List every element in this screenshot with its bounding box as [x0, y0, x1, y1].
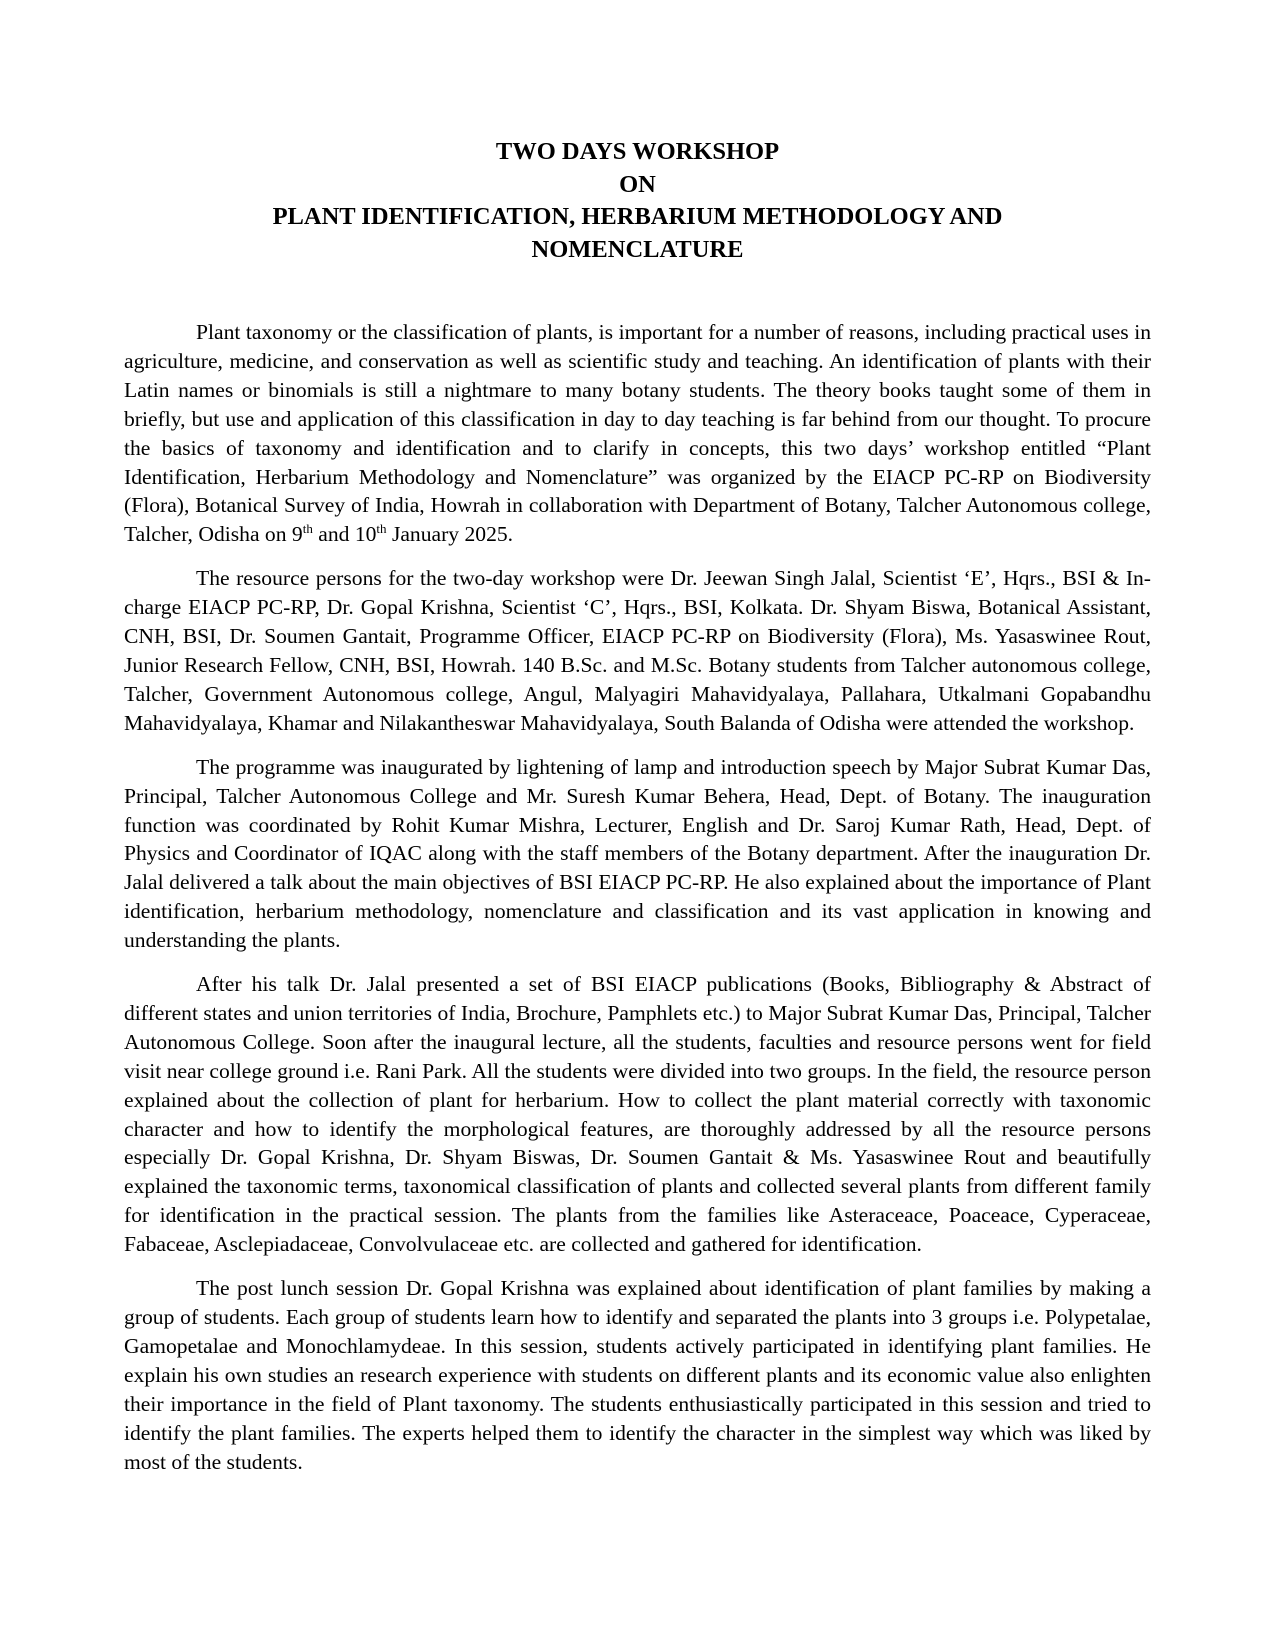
- document-body: [124, 318, 1151, 1491]
- paragraph-resource-persons: The resource persons for the two-day workshop were Dr. Jeewan Singh Jalal, Scientist ‘E’, Hqrs., BSI & In-charge EIACP PC-RP, Dr. Gopal Krishna, Scientist ‘C’, Hqrs., BSI, Kolkata. Dr. Shyam Biswa, Botanical Assistant, CNH, BSI, Dr. Soumen Gantait, Programme Officer, EIACP PC-RP on Biodiversity (Flora), Ms. Yasaswinee Rout, Junior Research Fellow, CNH, BSI, Howrah. 140 B.Sc. and M.Sc. Botany students from Talcher autonomous college, Talcher, Government Autonomous college, Angul, Malyagiri Mahavidyalaya, Pallahara, Utkalmani Gopabandhu Mahavidyalaya, Khamar and Nilakantheswar Mahavidyalaya, South Balanda of Odisha were attended the workshop.: [124, 566, 1151, 735]
- paragraph-introduction-text-a: Plant taxonomy or the classification of plants, is important for a number of reasons, including practical uses in agriculture, medicine, and conservation as well as scientific study and teaching. An identification of plants with their Latin names or binomials is still a nightmare to many botany students. The theory books taught some of them in briefly, but use and application of this classification in day to day teaching is far behind from our thought. To procure the basics of taxonomy and identification and to clarify in concepts, this two days’ workshop entitled “Plant Identification, Herbarium Methodology and Nomenclature” was organized by the EIACP PC-RP on Biodiversity (Flora), Botanical Survey of India, Howrah in collaboration with Department of Botany, Talcher Autonomous college, Talcher, Odisha on 9: [124, 320, 1151, 547]
- ordinal-superscript: th: [376, 521, 387, 537]
- title-line-2: ON: [619, 170, 656, 198]
- title-line-3: PLANT IDENTIFICATION, HERBARIUM METHODOLOGY AND: [272, 203, 1003, 230]
- paragraph-post-lunch-session: The post lunch session Dr. Gopal Krishna was explained about identification of plant families by making a group of students. Each group of students learn how to identify and separated the plants into 3 groups i.e. Polypetalae, Gamopetalae and Monochlamydeae. In this session, students actively participated in identifying plant families. He explain his own studies an research experience with students on different plants and its economic value also enlighten their importance in the field of Plant taxonomy. The students enthusiastically participated in this session and tried to identify the plant families. The experts helped them to identify the character in the simplest way which was liked by most of the students.: [124, 1276, 1151, 1474]
- paragraph-introduction-text-c: January 2025.: [386, 522, 514, 547]
- title-line-1: TWO DAYS WORKSHOP: [495, 138, 780, 165]
- ordinal-superscript: th: [302, 521, 313, 537]
- paragraph-field-visit: After his talk Dr. Jalal presented a set of BSI EIACP publications (Books, Bibliography & Abstract of different states and union territories of India, Brochure, Pamphlets etc.) to Major Subrat Kumar Das, Principal, Talcher Autonomous College. Soon after the inaugural lecture, all the students, faculties and resource persons went for field visit near college ground i.e. Rani Park. All the students were divided into two groups. In the field, the resource person explained about the collection of plant for herbarium. How to collect the plant material correctly with taxonomic character and how to identify the morphological features, are thoroughly addressed by all the resource persons especially Dr. Gopal Krishna, Dr. Shyam Biswas, Dr. Soumen Gantait & Ms. Yasaswinee Rout and beautifully explained the taxonomic terms, taxonomical classification of plants and collected several plants from different family for identification in the practical session. The plants from the families like Asteraceace, Poaceace, Cyperaceae, Fabaceae, Asclepiadaceae, Convolvulaceae etc. are collected and gathered for identification.: [124, 972, 1151, 1257]
- document-title: [0, 136, 1275, 266]
- paragraph-introduction-text-b: and 10: [312, 522, 377, 547]
- title-line-4: NOMENCLATURE: [531, 235, 744, 263]
- paragraph-inauguration: The programme was inaugurated by lightening of lamp and introduction speech by Major Subrat Kumar Das, Principal, Talcher Autonomous College and Mr. Suresh Kumar Behera, Head, Dept. of Botany. The inauguration function was coordinated by Rohit Kumar Mishra, Lecturer, English and Dr. Saroj Kumar Rath, Head, Dept. of Physics and Coordinator of IQAC along with the staff members of the Botany department. After the inauguration Dr. Jalal delivered a talk about the main objectives of BSI EIACP PC-RP. He also explained about the importance of Plant identification, herbarium methodology, nomenclature and classification and its vast application in knowing and understanding the plants.: [124, 754, 1151, 953]
- paragraph-introduction: [124, 318, 1151, 549]
